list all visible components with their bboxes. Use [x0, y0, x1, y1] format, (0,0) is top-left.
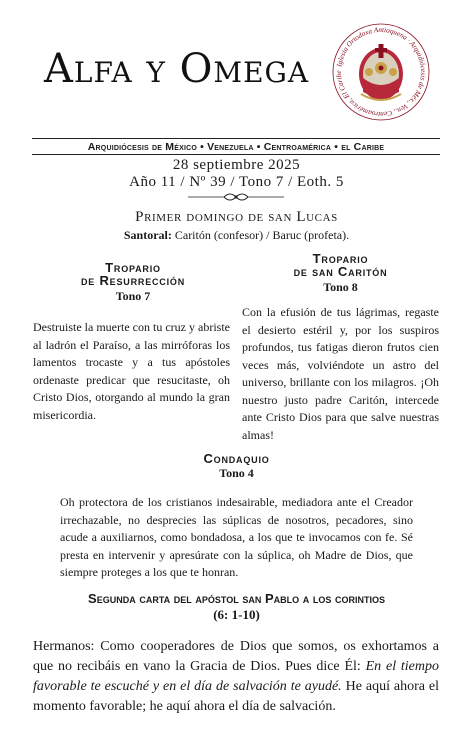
kontakion-title: Condaquio — [203, 451, 270, 466]
epistle-text — [33, 637, 439, 717]
issue-info: Año 11 / Nº 39 / Tono 7 / Eoth. 5 — [129, 174, 344, 190]
epistle-reference: (6: 1-10) — [213, 607, 260, 622]
troparion-resurrection-text: Destruiste la muerte con tu cruz y abriste al ladrón el Paraíso, a las mirróforas los lamentos trocaste y a tus apóstoles ordenaste predicar que resucitaste, oh Cristo Dios, otorgando al mundo la gran misericordia. — [33, 320, 230, 422]
troparion-resurrection-heading — [33, 261, 233, 287]
santoral-text: Caritón (confesor) / Baruc (profeta). — [171, 228, 350, 242]
troparion-chariton-title-2: de san Caritón — [293, 264, 388, 279]
newsletter-title: Alfa y Omega — [44, 46, 310, 92]
santoral-line — [0, 228, 473, 243]
epistle-text-italic: En el tiempo favorable te escuché y en el día de salvación te ayudé. — [33, 659, 439, 694]
troparion-chariton-tone: Tono 8 — [323, 280, 358, 294]
troparion-chariton-text: Con la efusión de tus lágrimas, regaste el desierto estéril y, por los suspiros profundos, tus fatigas dieron frutos cien veces más, volviéndote un astro del universo, brillante con los milagros. ¡Oh nuestro justo padre Caritón, intercede ante Cristo Dios para que salve nuestras almas! — [242, 305, 439, 442]
seal-text: Iglesia Ortodoxa Antioquena · Arquidiócesis de Méx., Ven., Centroamérica, El Caribe — [334, 25, 428, 119]
top-rule — [32, 138, 440, 139]
epistle-text-start: Hermanos: Como cooperadores de Dios que somos, os exhortamos a que no recibáis en vano la Gracia de Dios. Pues dice Él: — [33, 639, 439, 674]
troparion-resurrection-tone: Tono 7 — [115, 289, 151, 303]
troparion-resurrection-title-2: de Resurrección — [80, 273, 185, 288]
bottom-rule — [32, 154, 440, 155]
epistle-text-end: He aquí ahora el momento favorable; he aquí ahora el día de salvación. — [33, 679, 440, 714]
santoral-label: Santoral: — [123, 228, 172, 242]
kontakion-tone: Tono 4 — [219, 466, 254, 480]
issue-date: 28 septiembre 2025 — [172, 157, 301, 173]
flourish-ornament-icon — [186, 190, 286, 204]
troparion-chariton-heading — [242, 252, 439, 278]
diocese-line: Arquidiócesis de México • Venezuela • Centroamérica • el Caribe — [87, 141, 385, 153]
troparion-resurrection-title-1: Tropario — [105, 260, 161, 275]
church-seal-icon — [331, 22, 431, 122]
kontakion-text: Oh protectora de los cristianos indesairable, mediadora ante el Creador irrechazable, no desprecies las súplicas de nosotros, pecadores, sino acude a auxiliarnos, como bondadosa, a los que te invocamos con fe. Sé presta en intervenir y apresúrate con la súplica, oh Madre de Dios, que siempre proteges a los que te honran. — [60, 495, 413, 579]
sunday-title: Primer domingo de san Lucas — [135, 209, 338, 225]
epistle-title: Segunda carta del apóstol san Pablo a los corintios — [88, 591, 385, 606]
troparion-chariton-title-1: Tropario — [312, 251, 369, 266]
masthead — [0, 0, 473, 153]
